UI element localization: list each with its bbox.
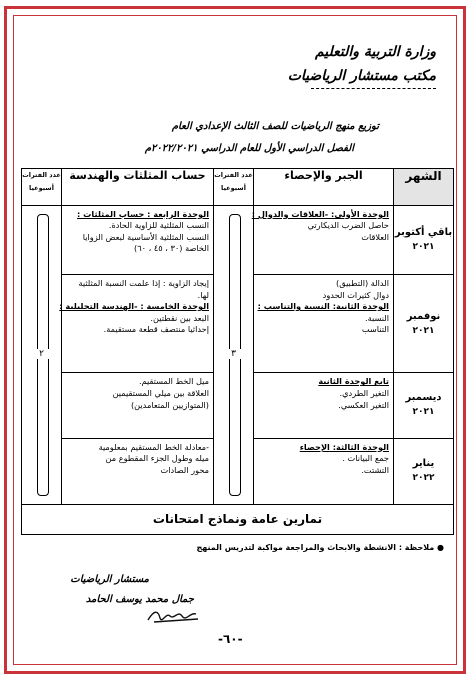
algebra-cell (254, 274, 394, 373)
handwritten-signature (144, 604, 204, 626)
month-label: باقي أكتوبر (394, 226, 453, 238)
topic: حاصل الضرب الديكارتي (307, 220, 389, 231)
month-year: ٢٠٢١ (412, 241, 435, 252)
signature-name: جمال محمد يوسف الحامد (85, 594, 194, 605)
ministry-name: وزارة التربية والتعليم (314, 44, 436, 60)
table-header-row (22, 169, 454, 206)
topic: -معادلة الخط المستقيم بمعلومية (98, 441, 209, 452)
geometry-cell (62, 205, 214, 274)
document-title: توزيع منهج الرياضيات للصف الثالث الإعدادي العام (171, 121, 379, 132)
general-exercises: تمارين عامة ونماذج امتحانات (22, 504, 454, 534)
topic: محور الصادات (160, 464, 209, 475)
month-cell (394, 373, 454, 438)
unit-title: الوحدة الخامسة : -الهندسة التحليلية : (59, 301, 209, 312)
topic: دوال كثيرات الحدود (322, 289, 389, 300)
general-row (22, 504, 454, 534)
header-algebra: الجبر والإحصاء (254, 169, 394, 206)
footer-note: ● ملاحظة : الانشطة والابحاث والمراجعة مواكبة لتدريس المنهج (196, 543, 444, 552)
geometry-cell (62, 373, 214, 438)
topic: إيجاد الزاوية : إذا علمت النسبة المثلثية لها. (78, 277, 209, 300)
month-cell (394, 205, 454, 274)
header-underline (311, 88, 436, 89)
topic: الخاصة (٣٠ ، ٤٥ ، ٦٠) (133, 243, 209, 254)
unit-title: الوحدة الأولى: -العلاقات والدوال : (251, 208, 389, 219)
topic: الدالة (التطبيق) (336, 277, 389, 288)
topic: إحداثيا منتصف قطعة مستقيمة. (103, 324, 209, 335)
geometry-cell (62, 438, 214, 504)
unit-title: تابع الوحدة الثانية (318, 376, 389, 387)
algebra-periods-cell (214, 205, 254, 504)
topic: التناسب (361, 324, 389, 335)
table-row (22, 205, 454, 274)
header-algebra-periods: عدد الفترات أسبوعيا (214, 169, 254, 206)
header-geometry: حساب المثلثات والهندسة (62, 169, 214, 206)
topic: ميل الخط المستقيم. (138, 376, 209, 387)
topic: ميله وطول الجزء المقطوع من (105, 453, 209, 464)
topic: النسب المثلثية الأساسية لبعض الزوايا (82, 231, 209, 242)
topic: العلاقات (361, 231, 389, 242)
month-label: يناير (412, 458, 435, 470)
topic: النسبة. (364, 312, 389, 323)
curriculum-table (21, 168, 454, 535)
unit-title-line (258, 442, 389, 454)
topic: النسب المثلثية للزاوية الحادة. (108, 220, 209, 231)
geometry-periods-count: ٢ (35, 349, 49, 359)
topic: التغير العكسي. (338, 399, 389, 410)
month-cell (394, 438, 454, 504)
document-subtitle: الفصل الدراسي الأول للعام الدراسي ٢٠٢٢/٢٠٢١م (144, 143, 354, 154)
office-name: مكتب مستشار الرياضيات (287, 68, 436, 84)
topic: التشتت. (361, 464, 389, 475)
geometry-cell (59, 274, 214, 373)
algebra-cell (254, 438, 394, 504)
algebra-cell (254, 373, 394, 438)
unit-title: الوحدة الرابعة : حساب المثلثات : (77, 208, 209, 219)
page-number: -٦٠- (218, 632, 243, 646)
month-label: نوفمبر (406, 310, 441, 322)
header-month: الشهر (394, 169, 454, 206)
month-year: ٢٠٢١ (412, 325, 435, 336)
unit-title: الإحصاء (299, 441, 330, 452)
geometry-periods-cell (22, 205, 62, 504)
signature-title: مستشار الرياضيات (70, 574, 149, 585)
note-text: ملاحظة : الانشطة والابحاث والمراجعة مواكبة لتدريس المنهج (196, 543, 435, 552)
unit-title-prefix: الوحدة الثالثة: (329, 441, 389, 452)
unit-title: الوحدة الثانية: النسبة والتناسب : (257, 301, 389, 312)
month-year: ٢٠٢١ (412, 407, 435, 418)
month-cell (394, 274, 454, 373)
topic: (المتوازيين المتعامدين) (130, 399, 209, 410)
algebra-cell (251, 205, 394, 274)
topic: العلاقة بين ميلي المستقيمين (112, 388, 209, 399)
algebra-periods-count: ٣ (227, 349, 241, 359)
month-year: ٢٠٢٢ (412, 473, 435, 484)
topic: جمع البيانات . (342, 453, 389, 464)
header-geometry-periods: عدد الفترات أسبوعيا (22, 169, 62, 206)
month-label: ديسمبر (405, 392, 442, 404)
topic: التغير الطردي. (339, 388, 389, 399)
topic: البعد بين نقطتين. (150, 312, 209, 323)
